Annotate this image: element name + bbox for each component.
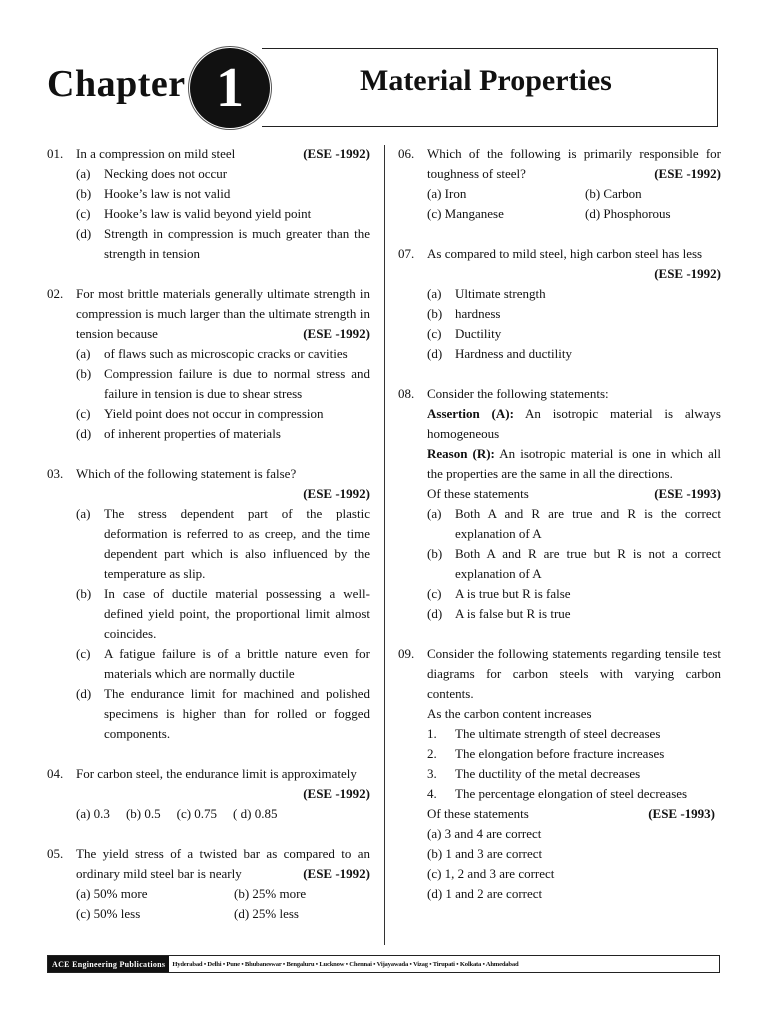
question-text: Which of the following statement is false? [76,466,297,481]
question-05 [47,844,370,924]
list-item: 4. The percentage elongation of steel decreases [427,786,688,801]
option: (c) 0.75 [176,806,218,821]
exam-reference: (ESE -1992) [303,786,370,801]
option: (d) of inherent properties of materials [76,426,281,441]
question-text: Consider the following statements regarding tensile test diagrams for carbon steels with varying carbon contents. [427,646,721,701]
question-03 [47,464,370,744]
list-item: 2. The elongation before fracture increases [427,746,665,761]
question-text: The yield stress of a twisted bar as compared to an ordinary mild steel bar is nearly [76,846,370,881]
option: (c) 1, 2 and 3 are correct [427,866,555,881]
question-text: Consider the following statements: [427,386,609,401]
publisher-brand: ACE Engineering Publications [48,956,169,972]
question-number: 05. [47,846,64,861]
question-number: 09. [398,646,415,661]
question-number: 06. [398,146,415,161]
option: (c) Ductility [427,326,502,341]
question-number: 02. [47,286,64,301]
exam-reference: (ESE -1992) [303,326,370,341]
option: (b) In case of ductile material possessing a well-defined yield point, the proportional limit almost coincides. [76,586,370,641]
question-number: 03. [47,466,64,481]
question-07 [398,244,721,364]
option: (c) Manganese [427,206,504,221]
option: (d) Phosphorous [585,206,671,221]
option: (a) Both A and R are true and R is the correct explanation of A [427,506,721,541]
option: (b) 1 and 3 are correct [427,846,543,861]
options-grid [427,184,721,224]
chapter-title: Material Properties [360,64,612,97]
options-grid [76,884,370,924]
option: (a) Ultimate strength [427,286,546,301]
statement-tail: Of these statements [427,486,529,501]
exam-reference: (ESE -1992) [654,266,721,281]
left-column [47,144,370,944]
option: (a) 50% more [76,886,148,901]
options-row [76,804,370,824]
question-number: 01. [47,146,64,161]
question-02 [47,284,370,444]
list-item: 1. The ultimate strength of steel decreases [427,726,661,741]
option: (d) Hardness and ductility [427,346,572,361]
option: (a) 0.3 [76,806,110,821]
option: (b) Carbon [585,186,642,201]
option: (b) 25% more [234,886,307,901]
option: ( d) 0.85 [233,806,278,821]
question-text: For most brittle materials generally ultimate strength in compression is much larger than the ultimate strength in tension because [76,286,370,341]
option: (d) A is false but R is true [427,606,571,621]
option: (b) hardness [427,306,501,321]
question-08 [398,384,721,624]
option: (c) 50% less [76,906,141,921]
option: (a) 3 and 4 are correct [427,826,542,841]
chapter-number: 1 [216,57,244,119]
option: (a) Necking does not occur [76,166,228,181]
footer-cities: Hyderabad • Delhi • Pune • Bhubaneswar • Bengaluru • Lucknow • Chennai • Vijayawada • Vizag • Tirupati • Kolkata • Ahmedabad [172,960,519,968]
option: (b) Compression failure is due to normal stress and failure in tension is due to shear stress [76,366,370,401]
question-04 [47,764,370,824]
question-09 [398,644,721,904]
assertion-text: An isotropic material is always homogeneous [427,406,721,441]
footer-bar [47,955,720,973]
option: (d) Strength in compression is much greater than the strength in tension [76,226,370,261]
question-number: 07. [398,246,415,261]
option: (a) The stress dependent part of the plastic deformation is referred to as creep, and the time dependent part which is also influenced by the temperature as slip. [76,506,370,581]
question-01 [47,144,370,264]
option: (d) The endurance limit for machined and polished specimens is higher than for rolled or fogged components. [76,686,370,741]
statement-tail: Of these statements [427,806,529,821]
question-text: As compared to mild steel, high carbon steel has less [427,246,703,261]
option: (d) 25% less [234,906,299,921]
exam-reference: (ESE -1993) [648,806,715,821]
exam-reference: (ESE -1992) [303,146,370,161]
question-06 [398,144,721,224]
question-text: In a compression on mild steel [76,146,236,161]
question-text: Which of the following is primarily responsible for toughness of steel? [427,146,721,181]
right-column [398,144,721,924]
option: (b) Both A and R are true but R is not a correct explanation of A [427,546,721,581]
assertion-label: Assertion (A): [427,406,514,421]
question-number: 08. [398,386,415,401]
exam-reference: (ESE -1993) [654,486,721,501]
option: (a) Iron [427,186,467,201]
reason-text: An isotropic material is one in which all the properties are the same in all the directions. [427,446,721,481]
chapter-label: Chapter [47,63,186,105]
question-text: For carbon steel, the endurance limit is approximately [76,766,357,781]
exam-reference: (ESE -1992) [303,866,370,881]
option: (c) Yield point does not occur in compression [76,406,324,421]
column-divider [384,145,385,945]
question-number: 04. [47,766,64,781]
option: (b) Hooke’s law is not valid [76,186,231,201]
exam-reference: (ESE -1992) [303,486,370,501]
option: (c) Hooke’s law is valid beyond yield point [76,206,312,221]
option: (c) A fatigue failure is of a brittle nature even for materials which are normally ductile [76,646,370,681]
option: (b) 0.5 [125,806,161,821]
list-item: 3. The ductility of the metal decreases [427,766,641,781]
option: (c) A is true but R is false [427,586,571,601]
reason-label: Reason (R): [427,446,495,461]
question-intro: As the carbon content increases [427,706,592,721]
option: (a) of flaws such as microscopic cracks or cavities [76,346,348,361]
option: (d) 1 and 2 are correct [427,886,543,901]
exam-reference: (ESE -1992) [654,166,721,181]
